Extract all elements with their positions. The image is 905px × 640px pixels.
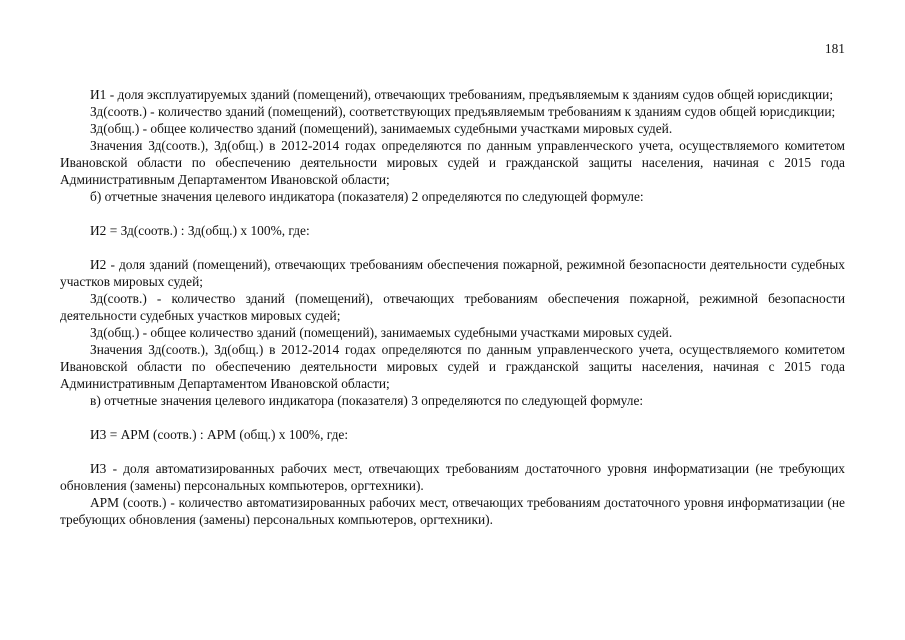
paragraph-i2-definition: И2 - доля зданий (помещений), отвечающих требованиям обеспечения пожарной, режимной безопасности деятельности судебных участков мировых судей; <box>60 257 845 289</box>
spacer <box>60 239 845 256</box>
formula-i3: И3 = АРМ (соотв.) : АРМ (общ.) x 100%, где: <box>90 427 349 442</box>
paragraph-indicator-3-intro: в) отчетные значения целевого индикатора (показателя) 3 определяются по следующей формуле: <box>90 393 644 408</box>
paragraph-arm-sootv-definition: АРМ (соотв.) - количество автоматизированных рабочих мест, отвечающих требованиям достаточного уровня информатизации (не требующих обновления (замены) персональных компьютеров, оргтехники). <box>60 495 845 527</box>
paragraph-i1-definition: И1 - доля эксплуатируемых зданий (помещений), отвечающих требованиям, предъявляемым к зданиям судов общей юрисдикции; <box>90 87 834 102</box>
paragraph-values-note-2: Значения Зд(соотв.), Зд(общ.) в 2012-2014 годах определяются по данным управленческого учета, осуществляемого комитетом Ивановской области по обеспечению деятельности мировых судей и гражданской защиты населения, начиная с 2015 года Административным Департаментом Ивановской области; <box>60 342 845 391</box>
paragraph-values-note: Значения Зд(соотв.), Зд(общ.) в 2012-2014 годах определяются по данным управленческого учета, осуществляемого комитетом Ивановской области по обеспечению деятельности мировых судей и гражданской защиты населения, начиная с 2015 года Административным Департаментом Ивановской области; <box>60 138 845 187</box>
page-number: 181 <box>824 41 845 56</box>
paragraph-i3-definition: И3 - доля автоматизированных рабочих мест, отвечающих требованиям достаточного уровня информатизации (не требующих обновления (замены) персональных компьютеров, оргтехники). <box>60 461 845 493</box>
spacer <box>60 205 845 222</box>
paragraph-zd-sootv-definition-2: Зд(соотв.) - количество зданий (помещений), отвечающих требованиям обеспечения пожарной, режимной безопасности деятельности судебных участков мировых судей; <box>60 291 845 323</box>
paragraph-zd-obsch-definition: Зд(общ.) - общее количество зданий (помещений), занимаемых судебными участками мировых судей. <box>90 121 673 136</box>
spacer <box>60 409 845 426</box>
paragraph-indicator-2-intro: б) отчетные значения целевого индикатора (показателя) 2 определяются по следующей формуле: <box>90 189 644 204</box>
spacer <box>60 443 845 460</box>
paragraph-zd-obsch-definition-2: Зд(общ.) - общее количество зданий (помещений), занимаемых судебными участками мировых судей. <box>90 325 673 340</box>
paragraph-zd-sootv-definition: Зд(соотв.) - количество зданий (помещений), соответствующих предъявляемым требованиям к зданиям судов общей юрисдикции; <box>90 104 836 119</box>
formula-i2: И2 = Зд(соотв.) : Зд(общ.) x 100%, где: <box>90 223 310 238</box>
document-body <box>60 86 845 528</box>
